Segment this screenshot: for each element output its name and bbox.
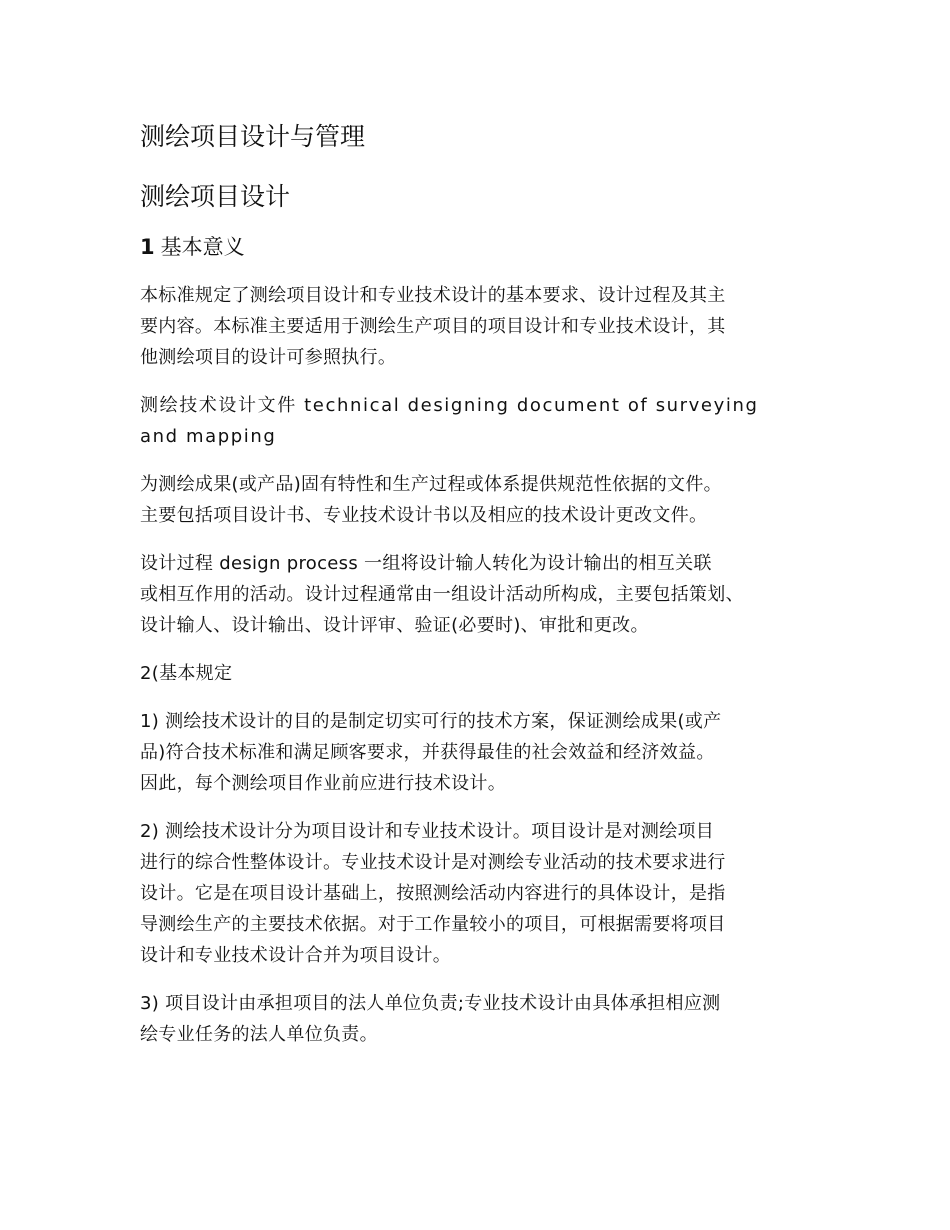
document-body <box>140 118 830 1067</box>
paragraph-line: 他测绘项目的设计可参照执行。 <box>140 347 397 368</box>
paragraph-line: 主要包括项目设计书、专业技术设计书以及相应的技术设计更改文件。 <box>140 505 708 526</box>
paragraph-line: 1) 测绘技术设计的目的是制定切实可行的技术方案，保证测绘成果(或产 <box>140 711 722 732</box>
paragraph-line: 设计过程 design process 一组将设计输人转化为设计输出的相互关联 <box>140 553 712 574</box>
paragraph-line: 要内容。本标准主要适用于测绘生产项目的项目设计和专业技术设计，其 <box>140 316 726 337</box>
section-title: 测绘项目设计 <box>140 182 291 211</box>
paragraph-line: 品)符合技术标准和满足顾客要求，并获得最佳的社会效益和经济效益。 <box>140 742 715 763</box>
paragraph-line: 绘专业任务的法人单位负责。 <box>140 1024 378 1045</box>
paragraph-rule-1 <box>140 706 830 799</box>
subsection-heading <box>140 232 830 262</box>
paragraph-line: 测绘技术设计文件 technical designing document of surveying <box>140 395 759 416</box>
paragraph-line: 因此，每个测绘项目作业前应进行技术设计。 <box>140 773 506 794</box>
paragraph-rule-3 <box>140 988 830 1050</box>
document-title: 测绘项目设计与管理 <box>140 122 366 151</box>
paragraph-definition-document <box>140 469 830 531</box>
paragraph-line: 3) 项目设计由承担项目的法人单位负责;专业技术设计由具体承担相应测 <box>140 993 721 1014</box>
paragraph-line: 进行的综合性整体设计。专业技术设计是对测绘专业活动的技术要求进行 <box>140 852 726 873</box>
paragraph-rule-2 <box>140 816 830 971</box>
subsection-title: 基本意义 <box>160 235 245 259</box>
paragraph-scope <box>140 280 830 373</box>
paragraph-line: 设计和专业技术设计合并为项目设计。 <box>140 945 452 966</box>
paragraph-line: 2) 测绘技术设计分为项目设计和专业技术设计。项目设计是对测绘项目 <box>140 821 715 842</box>
paragraph-term-design-document <box>140 390 830 452</box>
paragraph-basic-rules-heading <box>140 658 830 689</box>
paragraph-line: 2(基本规定 <box>140 663 233 684</box>
paragraph-line: and mapping <box>140 426 277 447</box>
paragraph-line: 或相互作用的活动。设计过程通常由一组设计活动所构成，主要包括策划、 <box>140 584 744 605</box>
paragraph-design-process <box>140 548 830 641</box>
subsection-number: 1 <box>140 235 155 259</box>
paragraph-line: 为测绘成果(或产品)固有特性和生产过程或体系提供规范性依据的文件。 <box>140 474 722 495</box>
paragraph-line: 设计。它是在项目设计基础上，按照测绘活动内容进行的具体设计，是指 <box>140 883 726 904</box>
paragraph-line: 导测绘生产的主要技术依据。对于工作量较小的项目，可根据需要将项目 <box>140 914 726 935</box>
paragraph-line: 设计输人、设计输出、设计评审、验证(必要时)、审批和更改。 <box>140 615 649 636</box>
paragraph-line: 本标准规定了测绘项目设计和专业技术设计的基本要求、设计过程及其主 <box>140 285 726 306</box>
